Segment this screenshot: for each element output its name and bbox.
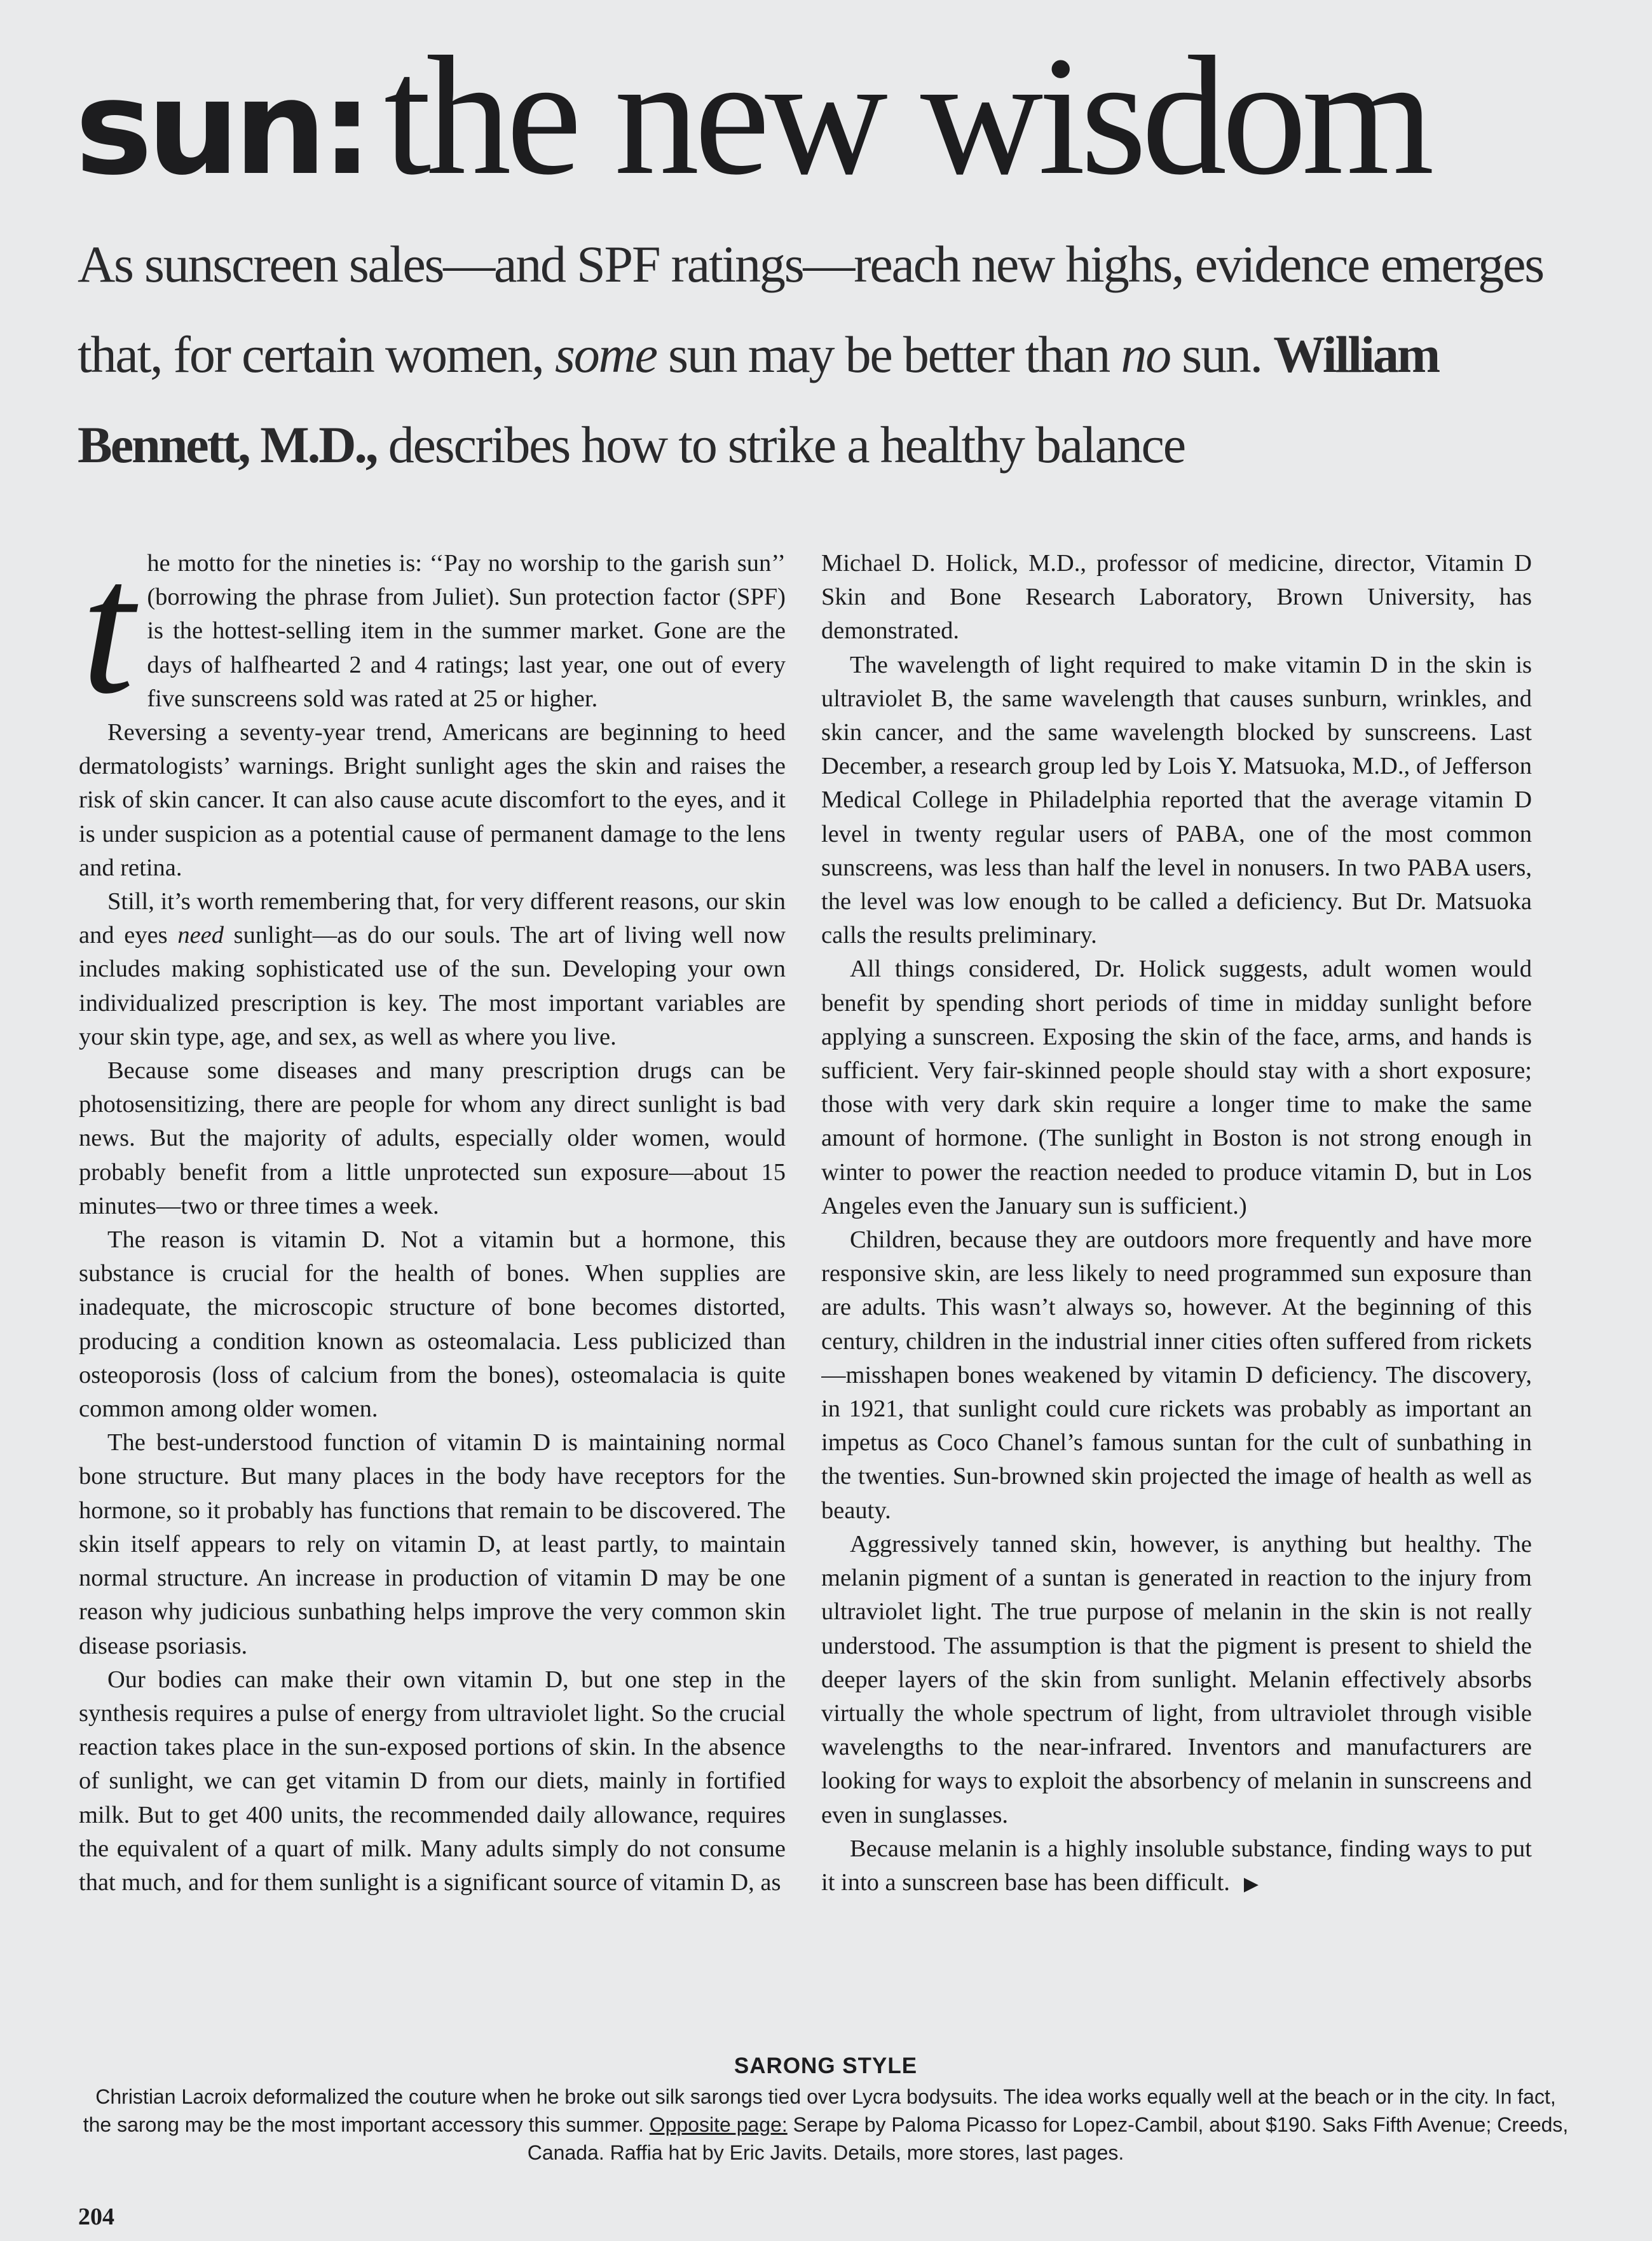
article-column-left [79,547,786,2041]
caption-text: Serape by Paloma Picasso for Lopez-Cambil, about $190. Saks Fifth Avenue; Creeds, Canada. Raffia hat by Eric Javits. Details, more stores, last pages. [527,2113,1569,2164]
headline-kicker: sun: [75,53,367,204]
emphasis: need [177,922,224,949]
dek-text: sun. [1182,326,1262,383]
caption-title: SARONG STYLE [734,2053,918,2078]
paragraph-text: sunlight—as do our souls. The art of living well now includes making sophisticated use of the sun. Developing your own individualized prescription is key. The most important variables are your skin type, age, and sex, as well as where you live. [79,922,786,1050]
caption-text: Christian Lacroix deformalized the couture when he broke out silk sarongs tied over Lycra bodysuits. The idea works equally well at the beach or in the city. In fact, the sarong may be the most important accessory this summer. [83,2085,1556,2136]
page-number: 204 [78,2203,114,2230]
article-paragraph [79,547,786,733]
article-paragraph: Reversing a seventy-year trend, Americans are beginning to heed dermatologists’ warnings. Bright sunlight ages the skin and raises the risk of skin cancer. It can also cause acute discomfort to the eyes, and it is under suspicion as a potential cause of permanent damage to the lens and retina. [79,719,786,881]
paragraph-text: Still, it’s worth remembering that, for very different reasons, our skin and eyes [79,888,786,949]
article-column-right [821,547,1532,2041]
headline [75,21,1601,210]
caption-body [83,2083,1569,2167]
article-paragraph: Aggressively tanned skin, however, is anything but healthy. The melanin pigment of a suntan is generated in reaction to the injury from ultraviolet light. The true purpose of melanin in the skin is not really understood. The assumption is that the pigment is present to shield the deeper layers of the skin from sunlight. Melanin effectively absorbs virtually the whole spectrum of light, from ultraviolet through visible wavelengths to the near-infrared. Inventors and manufacturers are looking for ways to exploit the absorbency of melanin in sunscreens and even in sunglasses. [821,1530,1532,1828]
article-paragraph: Michael D. Holick, M.D., professor of medicine, director, Vitamin D Skin and Bone Research Laboratory, Brown University, has demonstrated. [821,550,1532,645]
article-paragraph: All things considered, Dr. Holick suggests, adult women would benefit by spending short periods of time in midday sunlight before applying a sunscreen. Exposing the skin of the face, arms, and hands is sufficient. Very fair-skinned people should stay with a short exposure; those with very dark skin require a longer time to make the same amount of hormone. (The sunlight in Boston is not strong enough in winter to power the reaction needed to produce vitamin D, but in Los Angeles even the January sun is sufficient.) [821,956,1532,1219]
article-paragraph: The best-understood function of vitamin D is maintaining normal bone structure. But many places in the body have receptors for the hormone, so it probably has functions that remain to be discovered. The skin itself appears to rely on vitamin D, at least partly, to maintain normal structure. An increase in production of vitamin D may be one reason why judicious sunbathing helps improve the very common skin disease psoriasis. [79,1429,786,1659]
paragraph-text: he motto for the nineties is: ‘‘Pay no worship to the garish sun’’ (borrowing the phrase from Juliet). Sun protection factor (SPF) is the hottest-selling item in the summer market. Gone are the days of halfhearted 2 and 4 ratings; last year, one out of every five sunscreens sold was rated at 25 or higher. [147,550,786,712]
dek-text: As sunscreen sales—and SPF ratings—reach new highs, evidence emerges that, for certain women, [78,235,1543,383]
headline-main: the new wisdom [383,21,1430,210]
drop-cap: t [81,547,135,733]
dek-text: describes how to strike a healthy balance [388,416,1185,474]
dek-emphasis: some [555,326,657,383]
continue-arrow-icon: ▶ [1243,1873,1259,1895]
author-byline: William Bennett, M.D., [78,326,1439,474]
article-paragraph: The reason is vitamin D. Not a vitamin but a hormone, this substance is crucial for the health of bones. When supplies are inadequate, the microscopic structure of bone becomes distorted, producing a condition known as osteomalacia. Less publicized than osteoporosis (loss of calcium from the bones), osteomalacia is quite common among older women. [79,1226,786,1423]
article-paragraph [79,885,786,1054]
opposite-page-label: Opposite page: [649,2113,788,2136]
article-paragraph: Because some diseases and many prescription drugs can be photosensitizing, there are people for whom any direct sunlight is bad news. But the majority of adults, especially older women, would probably benefit from a little unprotected sun exposure—about 15 minutes—two or three times a week. [79,1057,786,1219]
article-paragraph: The wavelength of light required to make vitamin D in the skin is ultraviolet B, the same wavelength that causes sunburn, wrinkles, and skin cancer, and the same wavelength blocked by sunscreens. Last December, a research group led by Lois Y. Matsuoka, M.D., of Jefferson Medical College in Philadelphia reported that the average vitamin D level in twenty regular users of PABA, one of the most common sunscreens, was less than half the level in nonusers. In two PABA users, the level was low enough to be called a deficiency. But Dr. Matsuoka calls the results preliminary. [821,651,1532,949]
photo-caption [83,2053,1569,2167]
paragraph-text: Because melanin is a highly insoluble substance, finding ways to put it into a sunscreen base has been difficult. [821,1835,1532,1896]
dek [78,219,1559,490]
article-paragraph [821,1832,1532,1901]
article-paragraph: Our bodies can make their own vitamin D, but one step in the synthesis requires a pulse of energy from ultraviolet light. So the crucial reaction takes place in the sun-exposed portions of skin. In the absence of sunlight, we can get vitamin D from our diets, mainly in fortified milk. But to get 400 units, the recommended daily allowance, requires the equivalent of a quart of milk. Many adults simply do not consume that much, and for them sunlight is a significant source of vitamin D, as [79,1666,786,1896]
article-paragraph: Children, because they are outdoors more frequently and have more responsive skin, are less likely to need programmed sun exposure than are adults. This wasn’t always so, however. At the beginning of this century, children in the industrial inner cities often suffered from rickets—misshapen bones weakened by vitamin D deficiency. The discovery, in 1921, that sunlight could cure rickets was probably as important an impetus as Coco Chanel’s famous suntan for the cult of sunbathing in the twenties. Sun-browned skin projected the image of health as well as beauty. [821,1226,1532,1524]
dek-emphasis: no [1121,326,1170,383]
dek-text: sun may be better than [668,326,1110,383]
